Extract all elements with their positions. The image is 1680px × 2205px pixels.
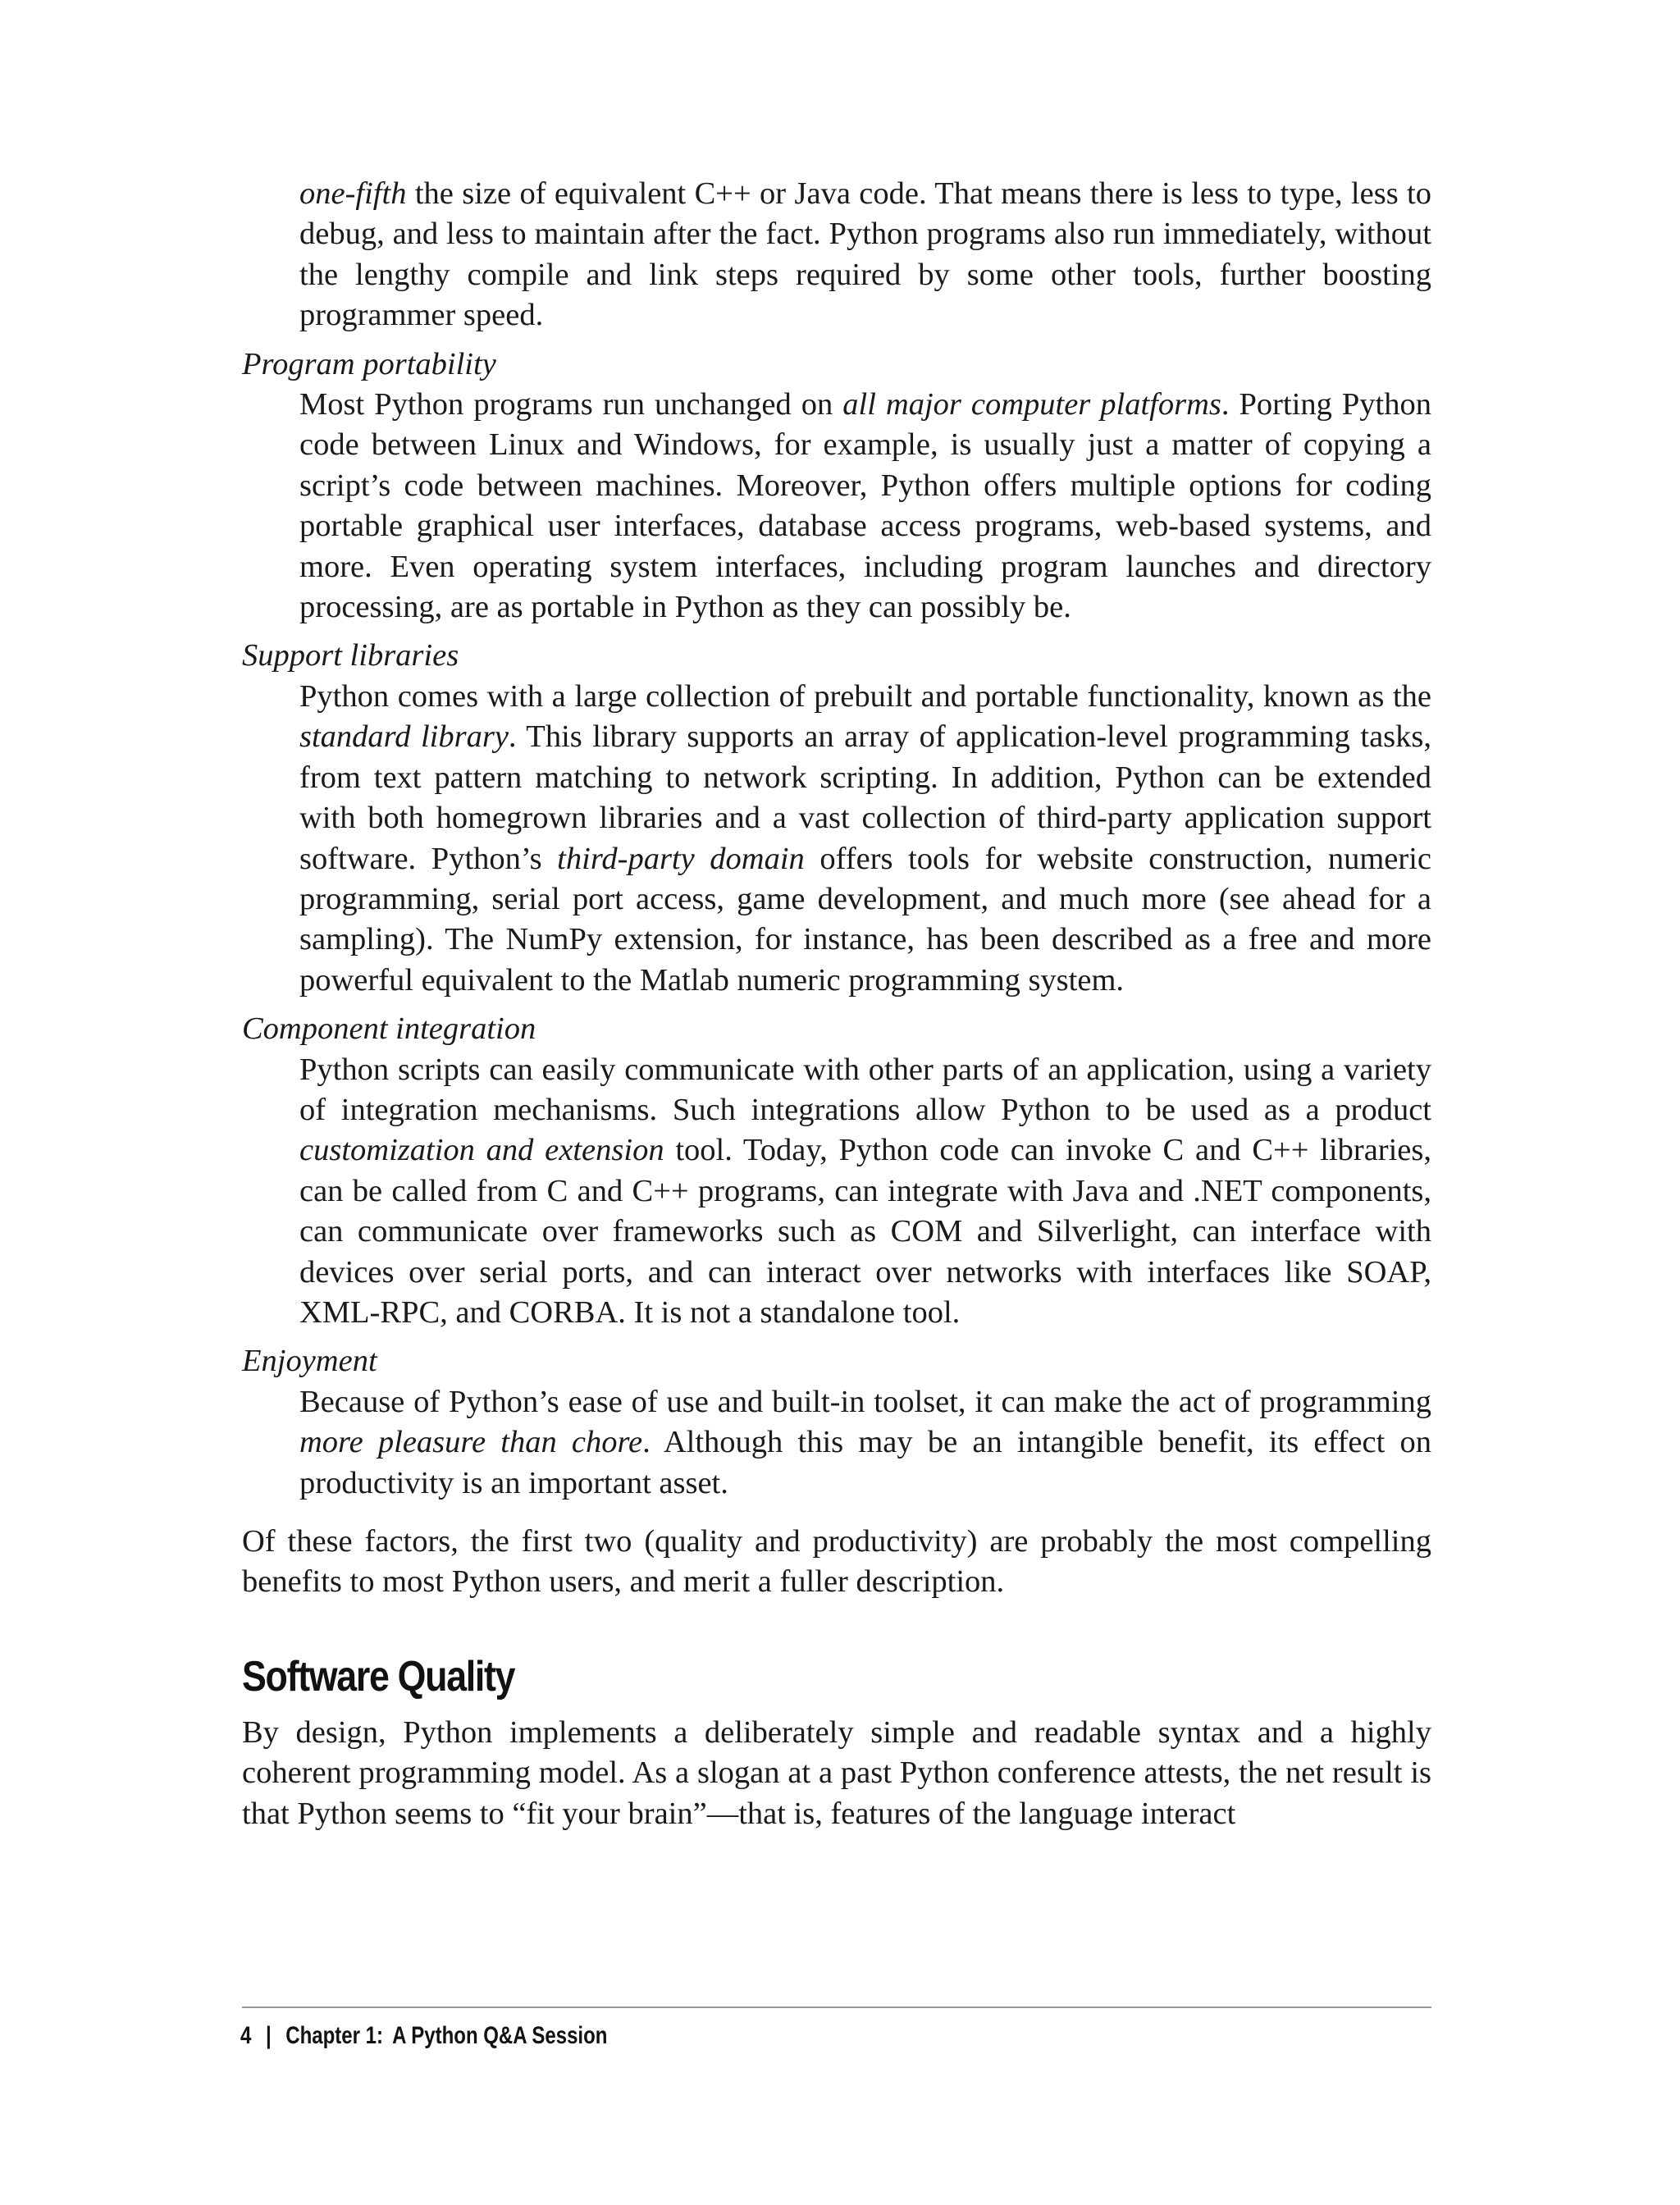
emphasis-standard-library: standard library <box>299 719 509 755</box>
section-heading: Software Quality <box>242 1652 515 1701</box>
definition-text: Python scripts can easily communicate with other parts of an application, using a variety of integration mechanisms. Such integrations allow Python to be used as a product <box>299 1052 1431 1127</box>
emphasis-customization: customization and extension <box>299 1133 664 1168</box>
chapter-title: A Python Q&A Session <box>392 2022 608 2049</box>
emphasis-pleasure: more pleasure than chore <box>299 1425 643 1460</box>
footer-rule <box>242 2006 1431 2008</box>
chapter-label: Chapter 1: <box>285 2022 383 2049</box>
continued-paragraph-text: the size of equivalent C++ or Java code. That means there is less to type, less to debug, and less to maintain after the fact. Python programs also run immediately, without the lengthy compile and link steps required by some other tools, further boosting programmer speed. <box>299 176 1431 333</box>
emphasis-third-party-domain: third-party domain <box>557 841 805 876</box>
definition-text: Most Python programs run unchanged on <box>299 387 843 422</box>
definition-text: . This library supports an array of application-level programming tasks, from text pattern matching to network scripting. In addition, Python can be extended with both homegrown libraries and a vast collection of third-party application support software. Python’s <box>299 719 1431 876</box>
term-component-integration: Component integration <box>242 1011 536 1047</box>
section-body-paragraph: By design, Python implements a deliberately simple and readable syntax and a highly coherent programming model. As a slogan at a past Python conference attests, the net result is that Python seems to “fit your brain”—that is, features of the language interact <box>242 1714 1431 1831</box>
definition-program-portability <box>299 385 1431 628</box>
definition-component-integration <box>299 1050 1431 1334</box>
definition-enjoyment <box>299 1382 1431 1504</box>
footer-separator: | <box>265 2022 272 2049</box>
summary-paragraph: Of these factors, the first two (quality and productivity) are probably the most compelling benefits to most Python users, and merit a fuller description. <box>242 1524 1431 1600</box>
term-program-portability: Program portability <box>242 346 496 381</box>
definition-text: Python comes with a large collection of prebuilt and portable functionality, known as the <box>299 678 1431 714</box>
term-support-libraries: Support libraries <box>242 638 459 673</box>
definition-text: . Porting Python code between Linux and Windows, for example, is usually just a matter of copying a script’s code between machines. Moreover, Python offers multiple options for coding portable graphical user interfaces, database access programs, web-based systems, and more. Even operating system interfaces, including program launches and directory processing, are as portable in Python as they can possibly be. <box>299 387 1431 625</box>
definition-text: Because of Python’s ease of use and built-in toolset, it can make the act of programming <box>299 1384 1431 1419</box>
term-enjoyment: Enjoyment <box>242 1344 377 1379</box>
definition-text: tool. Today, Python code can invoke C and C++ libraries, can be called from C and C++ programs, can integrate with Java and .NET components, can communicate over frameworks such as COM and Silverlight, can interface with devices over serial ports, and can interact over networks with interfaces like SOAP, XML-RPC, and CORBA. It is not a standalone tool. <box>299 1133 1431 1330</box>
page-number: 4 <box>240 2022 252 2049</box>
definition-text: offers tools for website construction, numeric programming, serial port access, game development, and much more (see ahead for a sampling). The NumPy extension, for instance, has been described as a free and more powerful equivalent to the Matlab numeric programming system. <box>299 841 1431 998</box>
continued-paragraph <box>299 174 1431 336</box>
emphasis-platforms: all major computer platforms <box>842 387 1221 422</box>
definition-text: . Although this may be an intangible benefit, its effect on productivity is an important asset. <box>299 1425 1431 1500</box>
definition-support-libraries <box>299 677 1431 1001</box>
text-column <box>242 174 1431 1834</box>
emphasis-one-fifth: one-fifth <box>299 176 407 211</box>
page-footer <box>240 2020 607 2052</box>
